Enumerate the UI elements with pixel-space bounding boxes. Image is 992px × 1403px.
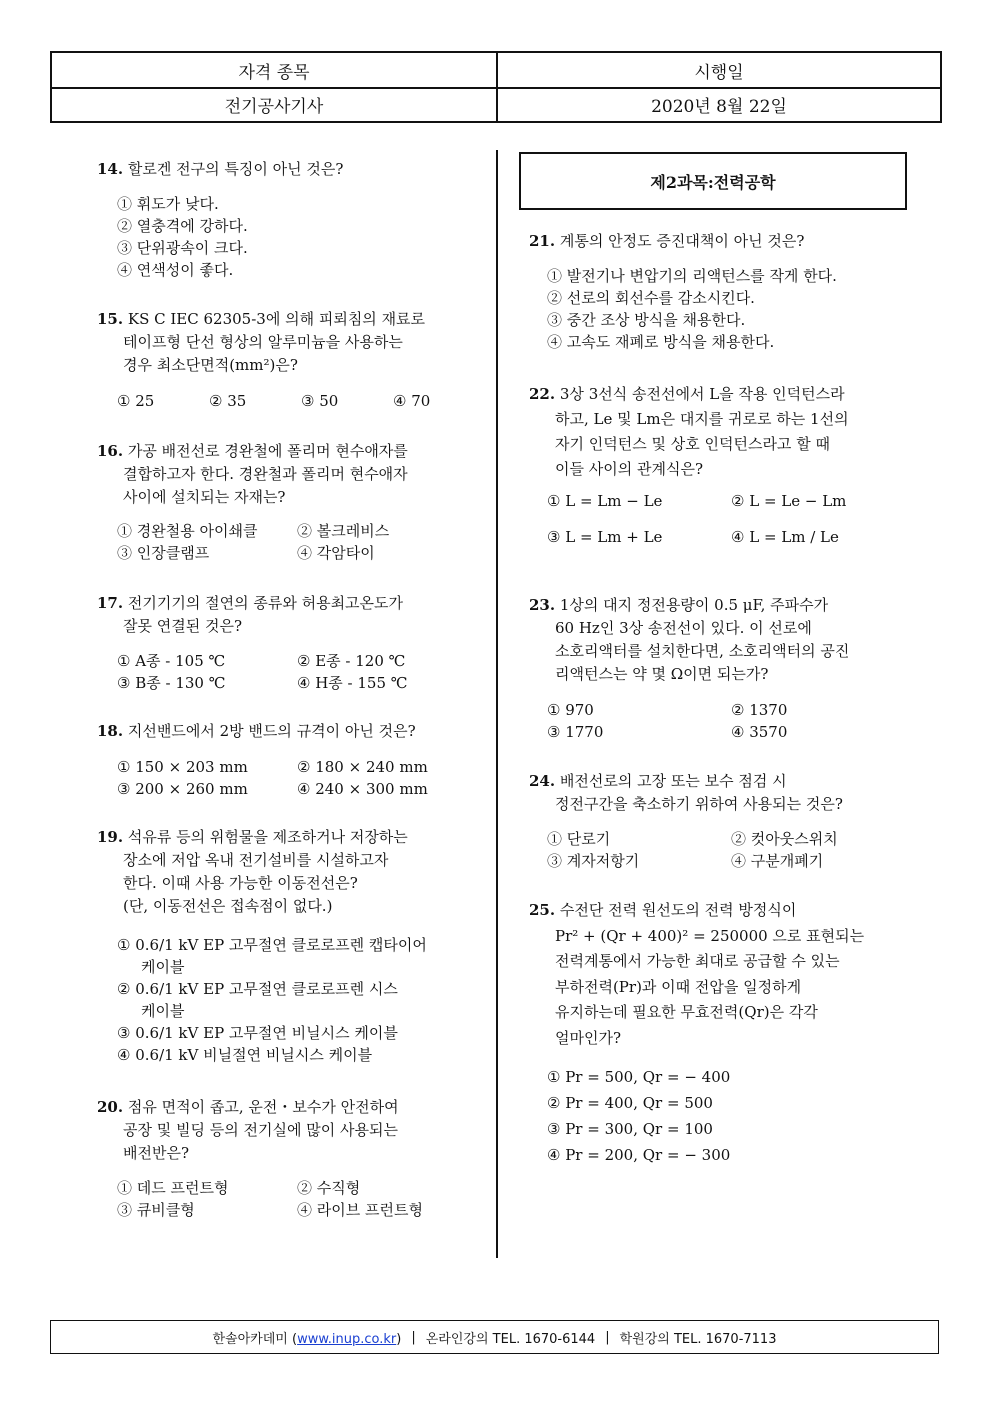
option[interactable]: ④ Pr = 200, Qr = − 300 <box>547 1146 731 1164</box>
option[interactable]: ③ 0.6/1 kV EP 고무절연 비닐시스 케이블 <box>117 1024 398 1042</box>
question-text: 전기기기의 절연의 종류와 허용최고온도가 <box>127 594 404 612</box>
footer-url-link[interactable]: www.inup.co.kr <box>297 1331 397 1347</box>
question-text: 계통의 안정도 증진대책이 아닌 것은? <box>559 232 805 250</box>
footer-separator: | <box>605 1329 610 1345</box>
question-text: 전력계통에서 가능한 최대로 공급할 수 있는 <box>555 952 840 970</box>
option[interactable]: ② 180 × 240 mm <box>297 758 428 776</box>
question-number: 19. <box>97 828 124 846</box>
question-text: 얼마인가? <box>555 1028 622 1047</box>
question-text: Pr² + (Qr + 400)² = 250000 으로 표현되는 <box>555 926 865 945</box>
question-text: 배전반은? <box>123 1144 190 1162</box>
option[interactable]: ③ 중간 조상 방식을 채용한다. <box>547 311 746 329</box>
question-21 <box>529 230 804 253</box>
question-text: 경우 최소단면적(mm²)은? <box>123 356 298 374</box>
question-text: 공장 및 빌딩 등의 전기실에 많이 사용되는 <box>123 1121 398 1139</box>
option[interactable]: ③ 1770 <box>547 723 604 741</box>
question-number: 14. <box>97 160 124 178</box>
option[interactable]: ④ L = Lm / Le <box>731 528 839 546</box>
option-continuation: 케이블 <box>141 958 185 976</box>
option[interactable]: ③ 계자저항기 <box>547 852 640 870</box>
question-text: 결합하고자 한다. 경완철과 폴리머 현수애자 <box>123 465 408 483</box>
option[interactable]: ① 발전기나 변압기의 리액턴스를 작게 한다. <box>547 267 837 285</box>
options-14 <box>117 193 248 281</box>
question-23 <box>529 594 849 686</box>
footer-online: 온라인강의 TEL. 1670-6144 <box>425 1331 596 1347</box>
option-continuation: 케이블 <box>141 1002 185 1020</box>
option[interactable]: ② L = Le − Lm <box>731 492 847 510</box>
option[interactable]: ③ 큐비클형 <box>117 1201 195 1219</box>
option[interactable]: ② Pr = 400, Qr = 500 <box>547 1094 713 1112</box>
option[interactable]: ② 1370 <box>731 701 788 719</box>
question-17 <box>97 592 403 638</box>
question-text: 이들 사이의 관계식은? <box>555 460 703 478</box>
option[interactable]: ② 컷아웃스위치 <box>731 830 838 848</box>
question-text: (단, 이동전선은 접속점이 없다.) <box>123 897 333 915</box>
option[interactable]: ① 휘도가 낮다. <box>117 195 219 213</box>
question-text: 부하전력(Pr)과 이때 전압을 일정하게 <box>555 977 802 996</box>
option[interactable]: ③ L = Lm + Le <box>547 528 663 546</box>
option[interactable]: ④ 연색성이 좋다. <box>117 261 234 279</box>
question-number: 20. <box>97 1098 124 1116</box>
option[interactable]: ② 35 <box>209 392 247 410</box>
question-number: 15. <box>97 310 124 328</box>
question-text: 한다. 이때 사용 가능한 이동전선은? <box>123 874 358 892</box>
option[interactable]: ④ 0.6/1 kV 비닐절연 비닐시스 케이블 <box>117 1046 373 1064</box>
option[interactable]: ④ 고속도 재폐로 방식을 채용한다. <box>547 333 775 351</box>
options-17 <box>117 650 477 694</box>
option[interactable]: ② E종 - 120 ℃ <box>297 652 406 670</box>
question-text: 가공 배전선로 경완철에 폴리머 현수애자를 <box>127 442 408 460</box>
options-16 <box>117 520 477 564</box>
question-text: 할로겐 전구의 특징이 아닌 것은? <box>127 160 344 178</box>
question-text: 석유류 등의 위험물을 제조하거나 저장하는 <box>127 828 408 846</box>
question-text: 수전단 전력 원선도의 전력 방정식이 <box>559 901 797 919</box>
question-text: 리액턴스는 약 몇 Ω이면 되는가? <box>555 665 769 683</box>
option[interactable]: ④ 70 <box>393 392 431 410</box>
subject-title: 제2과목:전력공학 <box>519 152 907 210</box>
option[interactable]: ① Pr = 500, Qr = − 400 <box>547 1068 731 1086</box>
question-text: 배전선로의 고장 또는 보수 점검 시 <box>559 772 787 790</box>
column-divider <box>496 150 498 1258</box>
question-text: 3상 3선식 송전선에서 L을 작용 인덕턴스라 <box>559 385 845 403</box>
question-number: 25. <box>529 901 556 919</box>
options-23 <box>547 699 911 743</box>
options-20 <box>117 1177 477 1221</box>
question-text: 잘못 연결된 것은? <box>123 617 243 635</box>
question-text: 하고, Le 및 Lm은 대지를 귀로로 하는 1선의 <box>555 410 849 428</box>
question-number: 24. <box>529 772 556 790</box>
question-text: KS C IEC 62305-3에 의해 피뢰침의 재료로 <box>127 310 426 328</box>
question-19 <box>97 826 408 918</box>
question-15 <box>97 308 425 377</box>
option[interactable]: ① 단로기 <box>547 830 611 848</box>
question-14 <box>97 158 343 181</box>
question-number: 23. <box>529 596 556 614</box>
option[interactable]: ④ 라이브 프런트형 <box>297 1201 423 1219</box>
options-24 <box>547 828 911 872</box>
option[interactable]: ② 0.6/1 kV EP 고무절연 클로로프렌 시스 <box>117 980 398 998</box>
option[interactable]: ① 경완철용 아이쇄클 <box>117 522 258 540</box>
header-col2-value: 2020년 8월 22일 <box>651 96 787 117</box>
option[interactable]: ① 150 × 203 mm <box>117 758 248 776</box>
question-number: 17. <box>97 594 124 612</box>
question-25 <box>529 898 864 1051</box>
footer-academy: 한솔아카데미 (www.inup.co.kr) <box>212 1331 402 1347</box>
question-text: 점유 면적이 좁고, 운전・보수가 안전하여 <box>127 1098 399 1116</box>
option[interactable]: ② 선로의 회선수를 감소시킨다. <box>547 289 755 307</box>
question-number: 18. <box>97 722 124 740</box>
question-text: 정전구간을 축소하기 위하여 사용되는 것은? <box>555 795 843 813</box>
options-15 <box>117 390 485 412</box>
question-text: 자기 인덕턴스 및 상호 인덕턴스라고 할 때 <box>555 435 830 453</box>
question-24 <box>529 770 843 816</box>
header-col2-title: 시행일 <box>694 62 744 83</box>
option[interactable]: ② 볼크레비스 <box>297 522 390 540</box>
option[interactable]: ③ Pr = 300, Qr = 100 <box>547 1120 713 1138</box>
question-22 <box>529 382 849 482</box>
options-18 <box>117 756 477 800</box>
option[interactable]: ③ 인장클램프 <box>117 544 210 562</box>
option[interactable]: ③ 50 <box>301 392 339 410</box>
option[interactable]: ④ H종 - 155 ℃ <box>297 674 408 692</box>
question-text: 유지하는데 필요한 무효전력(Qr)은 각각 <box>555 1003 818 1021</box>
options-22 <box>547 490 911 548</box>
option[interactable]: ③ B종 - 130 ℃ <box>117 674 226 692</box>
question-text: 장소에 저압 옥내 전기설비를 시설하고자 <box>123 851 389 869</box>
option[interactable]: ① L = Lm − Le <box>547 492 663 510</box>
options-25 <box>547 1064 730 1168</box>
option[interactable]: ① 데드 프런트형 <box>117 1179 229 1197</box>
options-19 <box>117 934 427 1066</box>
options-21 <box>547 265 837 353</box>
option[interactable]: ② 수직형 <box>297 1179 361 1197</box>
option[interactable]: ③ 200 × 260 mm <box>117 780 248 798</box>
footer-offline: 학원강의 TEL. 1670-7113 <box>619 1331 777 1347</box>
option[interactable]: ④ 3570 <box>731 723 788 741</box>
question-20 <box>97 1096 399 1165</box>
question-text: 1상의 대지 정전용량이 0.5 μF, 주파수가 <box>559 596 829 614</box>
question-text: 사이에 설치되는 자재는? <box>123 488 286 506</box>
option[interactable]: ① 970 <box>547 701 594 719</box>
footer-academy-name: 한솔아카데미 <box>212 1331 288 1347</box>
option[interactable]: ④ 각암타이 <box>297 544 375 562</box>
option[interactable]: ① 25 <box>117 392 155 410</box>
question-text: 60 Hz인 3상 송전선이 있다. 이 선로에 <box>555 619 812 637</box>
option[interactable]: ① 0.6/1 kV EP 고무절연 클로로프렌 캡타이어 <box>117 936 427 954</box>
header-col1-value: 전기공사기사 <box>52 87 498 121</box>
option[interactable]: ④ 240 × 300 mm <box>297 780 428 798</box>
option[interactable]: ③ 단위광속이 크다. <box>117 239 248 257</box>
footer-separator: | <box>411 1329 416 1345</box>
question-text: 지선밴드에서 2방 밴드의 규격이 아닌 것은? <box>127 722 416 740</box>
footer <box>50 1320 939 1354</box>
header-col1-title: 자격 종목 <box>52 53 498 87</box>
option[interactable]: ④ 구분개폐기 <box>731 852 824 870</box>
question-number: 21. <box>529 232 556 250</box>
question-18 <box>97 720 416 743</box>
option[interactable]: ① A종 - 105 ℃ <box>117 652 226 670</box>
question-number: 22. <box>529 385 556 403</box>
question-text: 테이프형 단선 형상의 알루미늄을 사용하는 <box>123 333 403 351</box>
option[interactable]: ② 열충격에 강하다. <box>117 217 248 235</box>
question-text: 소호리액터를 설치한다면, 소호리액터의 공진 <box>555 642 850 660</box>
header-table <box>50 51 942 123</box>
question-16 <box>97 440 408 509</box>
question-number: 16. <box>97 442 124 460</box>
